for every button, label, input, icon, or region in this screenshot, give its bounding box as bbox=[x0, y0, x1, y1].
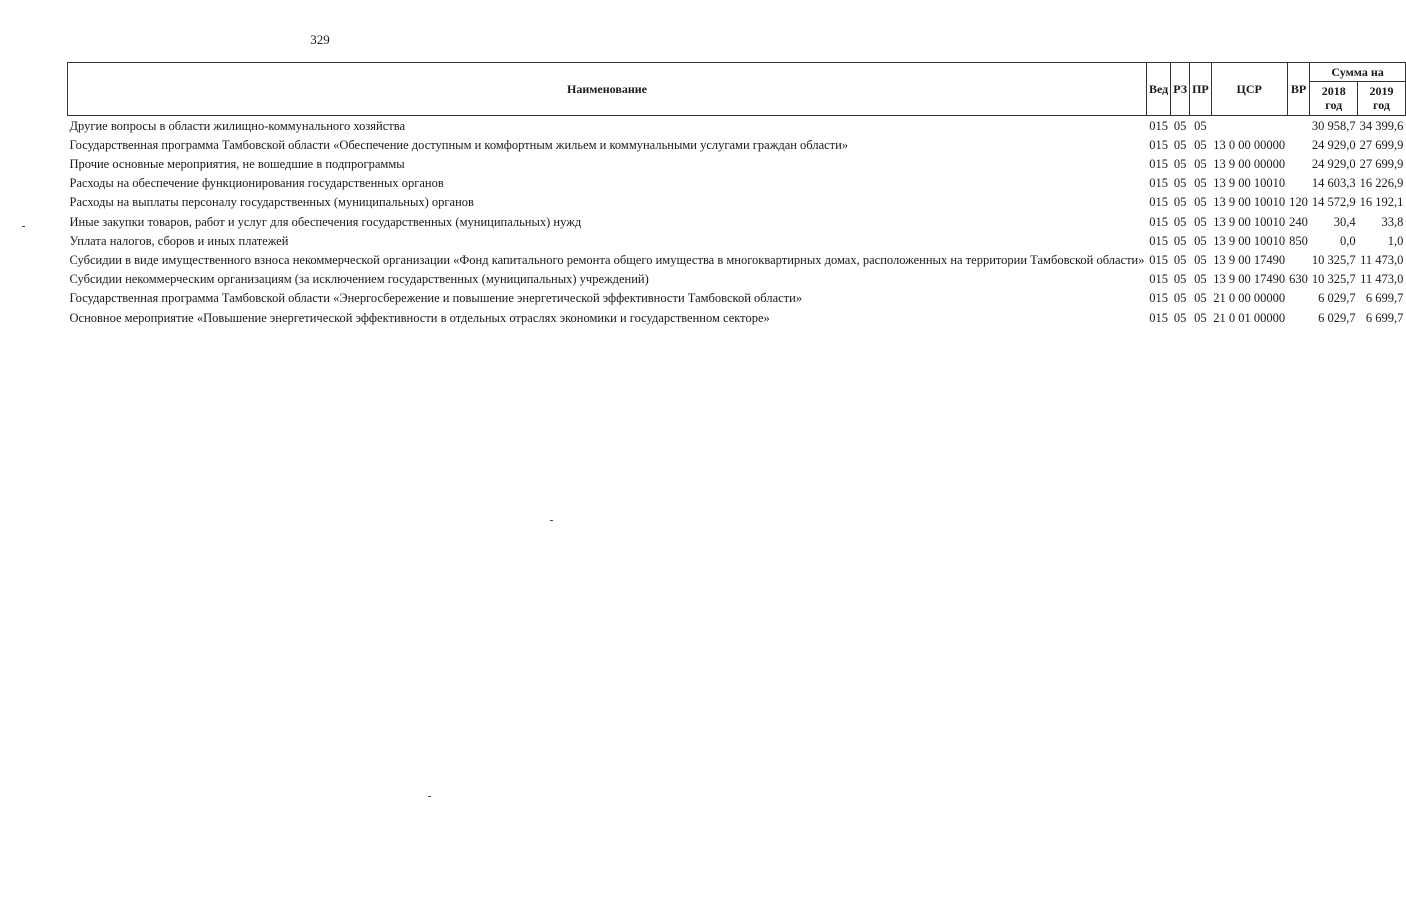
table-row bbox=[68, 115, 1406, 138]
row-pr-cell: 05 bbox=[1194, 233, 1207, 248]
row-vr-cell bbox=[1287, 291, 1310, 310]
row-2018-cell: 30,4 bbox=[1333, 214, 1356, 229]
table-row bbox=[68, 157, 1406, 176]
scan-mark bbox=[550, 520, 553, 521]
row-vr-cell: 240 bbox=[1289, 214, 1308, 229]
row-rz-cell: 05 bbox=[1173, 253, 1187, 268]
row-pr-cell: 05 bbox=[1194, 291, 1207, 306]
row-2018-cell: 24 929,0 bbox=[1311, 157, 1356, 172]
row-2019-cell: 27 699,9 bbox=[1359, 137, 1404, 152]
row-vr-cell: 120 bbox=[1289, 195, 1308, 210]
row-2019-cell: 16 226,9 bbox=[1359, 176, 1404, 191]
row-rz-cell: 05 bbox=[1173, 291, 1187, 306]
row-csr-cell: 13 9 00 10010 bbox=[1213, 176, 1286, 191]
table-row bbox=[68, 176, 1406, 195]
row-2018-cell: 10 325,7 bbox=[1311, 253, 1356, 268]
table-body bbox=[68, 115, 1406, 330]
row-2019-cell: 6 699,7 bbox=[1365, 310, 1404, 325]
row-2018-cell: 14 572,9 bbox=[1311, 195, 1356, 210]
row-2018-cell: 6 029,7 bbox=[1318, 291, 1356, 306]
header-sum: Сумма на bbox=[1310, 63, 1406, 82]
row-csr-cell: 13 0 00 00000 bbox=[1213, 137, 1286, 152]
row-rz-cell: 05 bbox=[1173, 157, 1187, 172]
table-row bbox=[68, 215, 1406, 234]
table-row bbox=[68, 138, 1406, 157]
row-ved-cell: 015 bbox=[1149, 195, 1168, 210]
header-csr: ЦСР bbox=[1211, 63, 1287, 116]
row-vr-cell bbox=[1287, 311, 1310, 330]
row-pr-cell: 05 bbox=[1194, 137, 1207, 152]
row-ved-cell: 015 bbox=[1149, 118, 1168, 133]
header-name: Наименование bbox=[68, 63, 1147, 116]
table-row bbox=[68, 234, 1406, 253]
scan-mark bbox=[22, 226, 25, 227]
row-name-cell: Субсидии в виде имущественного взноса некоммерческой организации «Фонд капитального ремонта общего имущества в многоквартирных домах, расположенных на территории Тамбовской области» bbox=[69, 253, 1145, 268]
row-pr-cell: 05 bbox=[1194, 157, 1207, 172]
row-vr-cell: 630 bbox=[1289, 272, 1308, 287]
row-csr-cell: 13 9 00 17490 bbox=[1213, 253, 1286, 268]
row-csr-cell: 13 9 00 17490 bbox=[1213, 272, 1286, 287]
row-2018-cell: 30 958,7 bbox=[1311, 118, 1356, 133]
row-2018-cell: 6 029,7 bbox=[1318, 310, 1356, 325]
header-2019: 2019 год bbox=[1358, 82, 1406, 115]
row-2019-cell: 6 699,7 bbox=[1365, 291, 1404, 306]
row-csr-cell: 13 9 00 10010 bbox=[1213, 214, 1286, 229]
row-csr-cell bbox=[1211, 115, 1287, 138]
row-2019-cell: 34 399,6 bbox=[1359, 118, 1404, 133]
page-number: 329 bbox=[310, 32, 330, 47]
row-rz-cell: 05 bbox=[1173, 118, 1187, 133]
row-2019-cell: 11 473,0 bbox=[1360, 272, 1404, 287]
table-row bbox=[68, 253, 1406, 272]
row-ved-cell: 015 bbox=[1149, 233, 1168, 248]
row-2018-cell: 10 325,7 bbox=[1311, 272, 1356, 287]
table-row bbox=[68, 195, 1406, 214]
row-vr-cell bbox=[1287, 157, 1310, 176]
header-vr: ВР bbox=[1287, 63, 1310, 116]
row-2018-cell: 0,0 bbox=[1339, 233, 1356, 248]
row-rz-cell: 05 bbox=[1173, 176, 1187, 191]
row-csr-cell: 21 0 00 00000 bbox=[1213, 291, 1286, 306]
row-pr-cell: 05 bbox=[1194, 176, 1207, 191]
header-pr: ПР bbox=[1190, 63, 1212, 116]
row-name-cell: Прочие основные мероприятия, не вошедшие в подпрограммы bbox=[69, 157, 405, 172]
row-ved-cell: 015 bbox=[1149, 176, 1168, 191]
row-ved-cell: 015 bbox=[1149, 291, 1168, 306]
row-pr-cell: 05 bbox=[1194, 118, 1207, 133]
row-2019-cell: 11 473,0 bbox=[1360, 253, 1404, 268]
row-rz-cell: 05 bbox=[1173, 233, 1187, 248]
row-pr-cell: 05 bbox=[1194, 272, 1207, 287]
row-name-cell: Государственная программа Тамбовской области «Обеспечение доступным и комфортным жильем и коммунальными услугами граждан области» bbox=[69, 137, 849, 152]
row-vr-cell: 850 bbox=[1289, 233, 1308, 248]
row-2018-cell: 14 603,3 bbox=[1311, 176, 1356, 191]
header-ved: Вед bbox=[1147, 63, 1171, 116]
row-rz-cell: 05 bbox=[1173, 137, 1187, 152]
row-name-cell: Государственная программа Тамбовской области «Энергосбережение и повышение энергетической эффективности Тамбовской области» bbox=[69, 291, 803, 306]
header-rz: РЗ bbox=[1171, 63, 1190, 116]
row-vr-cell bbox=[1287, 176, 1310, 195]
row-2019-cell: 1,0 bbox=[1387, 233, 1404, 248]
row-name-cell: Расходы на выплаты персоналу государственных (муниципальных) органов bbox=[69, 195, 474, 210]
table-row bbox=[68, 311, 1406, 330]
row-name-cell: Другие вопросы в области жилищно-коммунального хозяйства bbox=[69, 118, 406, 133]
row-vr-cell bbox=[1287, 253, 1310, 272]
row-name-cell: Расходы на обеспечение функционирования государственных органов bbox=[69, 176, 444, 191]
scan-mark bbox=[428, 796, 431, 797]
row-ved-cell: 015 bbox=[1149, 253, 1168, 268]
row-name-cell: Субсидии некоммерческим организациям (за исключением государственных (муниципальных) учреждений) bbox=[69, 272, 649, 287]
row-pr-cell: 05 bbox=[1194, 195, 1207, 210]
row-ved-cell: 015 bbox=[1149, 137, 1168, 152]
row-csr-cell: 21 0 01 00000 bbox=[1213, 310, 1286, 325]
row-pr-cell: 05 bbox=[1194, 214, 1207, 229]
row-csr-cell: 13 9 00 10010 bbox=[1213, 233, 1286, 248]
row-ved-cell: 015 bbox=[1149, 214, 1168, 229]
row-2019-cell: 16 192,1 bbox=[1359, 195, 1404, 210]
budget-table bbox=[67, 62, 1406, 330]
table-row bbox=[68, 272, 1406, 291]
row-pr-cell: 05 bbox=[1194, 253, 1207, 268]
row-rz-cell: 05 bbox=[1173, 310, 1187, 325]
row-csr-cell: 13 9 00 10010 bbox=[1213, 195, 1286, 210]
row-vr-cell bbox=[1287, 138, 1310, 157]
row-2018-cell: 24 929,0 bbox=[1311, 137, 1356, 152]
row-name-cell: Уплата налогов, сборов и иных платежей bbox=[69, 233, 289, 248]
row-csr-cell: 13 9 00 00000 bbox=[1213, 157, 1286, 172]
row-ved-cell: 015 bbox=[1149, 272, 1168, 287]
table-row bbox=[68, 291, 1406, 310]
row-pr-cell: 05 bbox=[1194, 310, 1207, 325]
row-rz-cell: 05 bbox=[1173, 195, 1187, 210]
header-2018: 2018 год bbox=[1310, 82, 1358, 115]
row-rz-cell: 05 bbox=[1173, 214, 1187, 229]
row-name-cell: Иные закупки товаров, работ и услуг для обеспечения государственных (муниципальных) нужд bbox=[69, 214, 582, 229]
row-2019-cell: 33,8 bbox=[1381, 214, 1404, 229]
row-ved-cell: 015 bbox=[1149, 310, 1168, 325]
row-name-cell: Основное мероприятие «Повышение энергетической эффективности в отдельных отраслях экономики и государственном секторе» bbox=[69, 310, 770, 325]
row-rz-cell: 05 bbox=[1173, 272, 1187, 287]
row-2019-cell: 27 699,9 bbox=[1359, 157, 1404, 172]
row-vr-cell bbox=[1287, 115, 1310, 138]
row-ved-cell: 015 bbox=[1149, 157, 1168, 172]
